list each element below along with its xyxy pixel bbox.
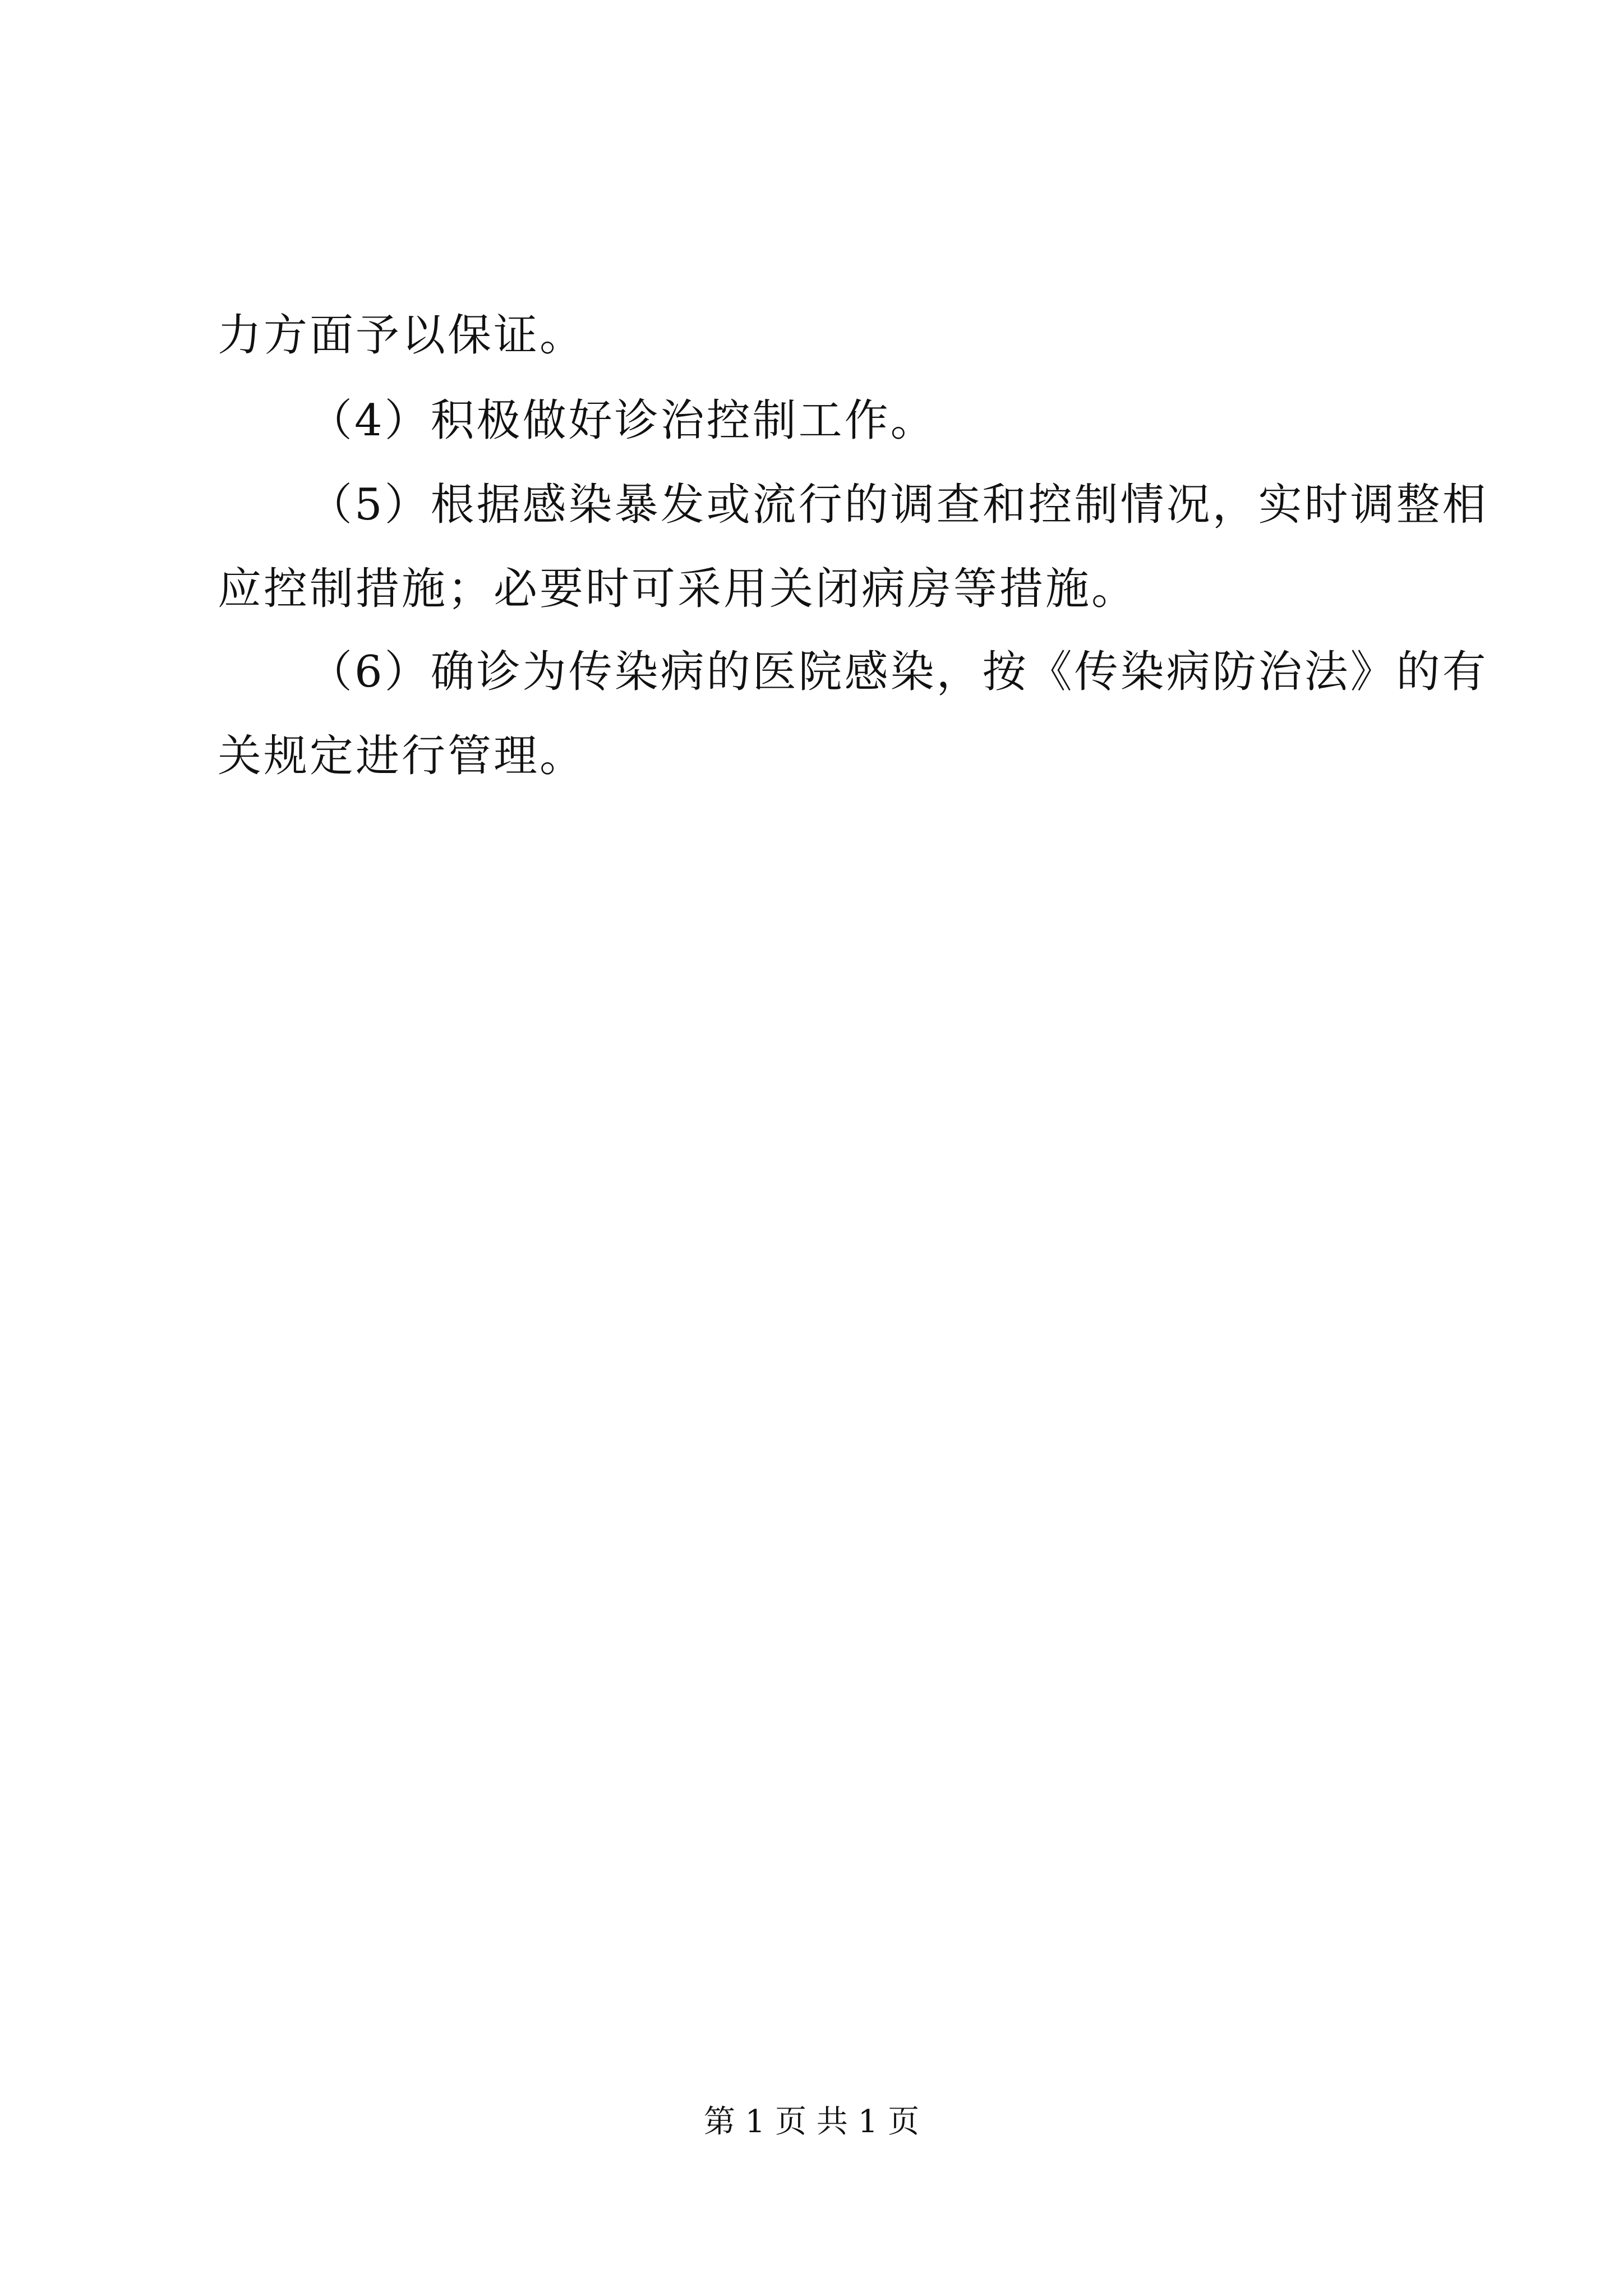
paragraph-line: 力方面予以保证。 [218, 310, 586, 361]
paragraph-line: （5）根据感染暴发或流行的调查和控制情况，实时调整相 [308, 480, 1488, 530]
paragraph-line: 应控制措施；必要时可采用关闭病房等措施。 [218, 564, 1138, 614]
page-footer: 第 1 页 共 1 页 [703, 2104, 920, 2140]
paragraph-line: （6）确诊为传染病的医院感染，按《传染病防治法》的有 [308, 647, 1488, 697]
paragraph-line: （4）积极做好诊治控制工作。 [308, 395, 937, 446]
paragraph-line: 关规定进行管理。 [218, 731, 586, 781]
